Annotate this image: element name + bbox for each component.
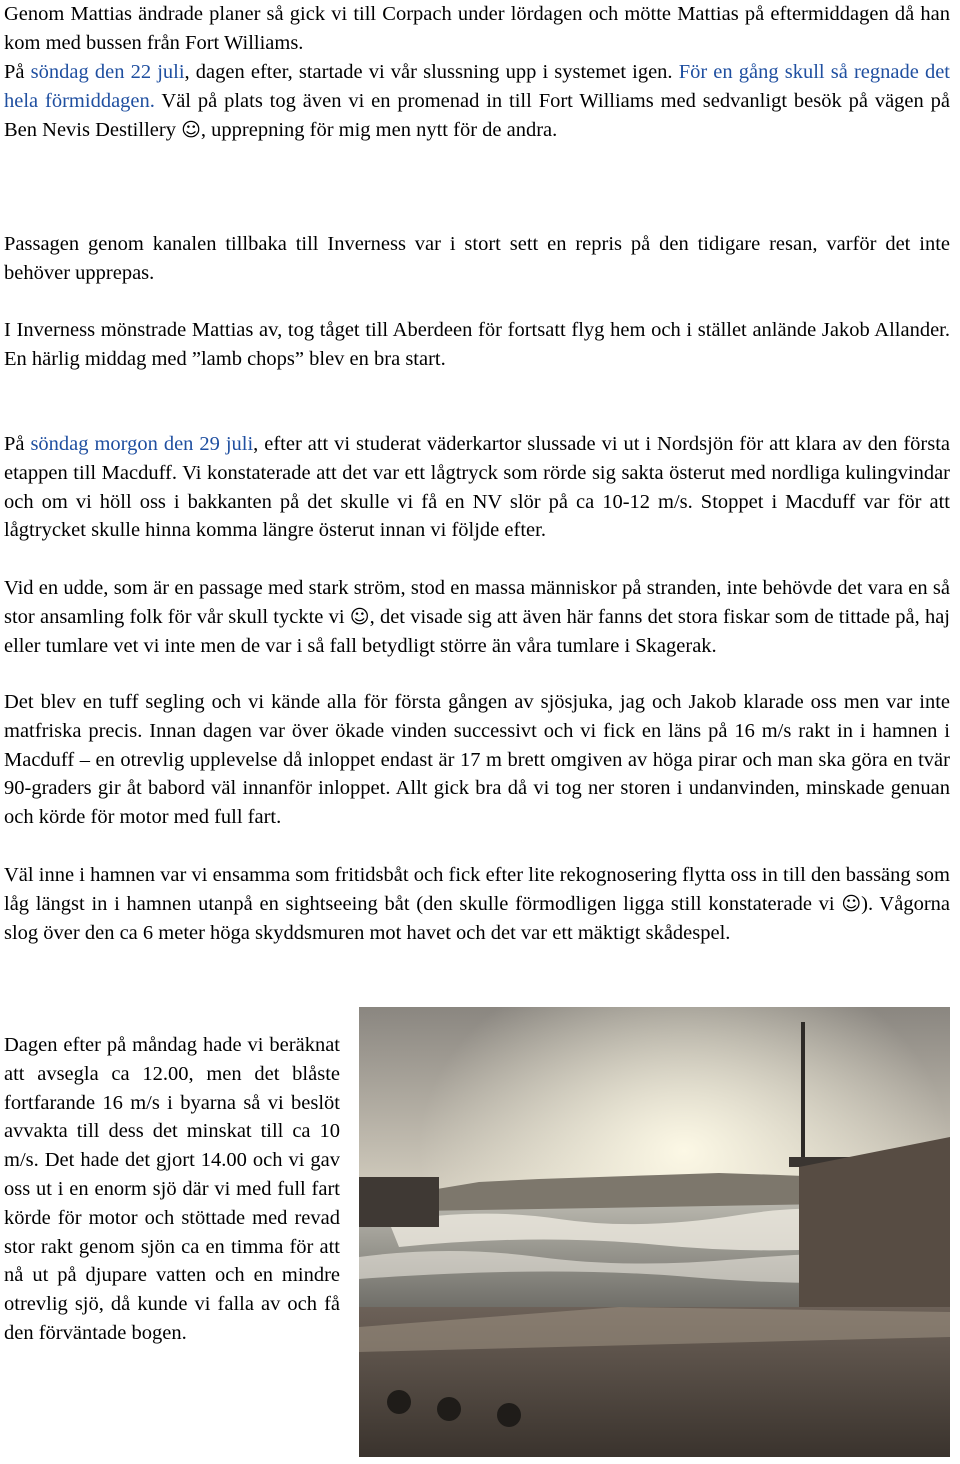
harbour-photo-illustration [359,1007,950,1457]
date-highlight: söndag den 22 juli [30,61,185,83]
paragraph-july-29 [4,430,950,545]
paragraph-text: , det visade sig att även här fanns det stora fiskar som de tittade på, haj eller tumlare vet vi inte men de var i så fall betydligt större än våra tumlare i Skagerak. [4,605,950,657]
paragraph-text: , efter att vi studerat väderkartor slussade vi ut i Nordsjön för att klara av den första etappen till Macduff. [4,433,950,484]
paragraph-july-22 [4,58,950,144]
photo-tyre-fender [437,1397,461,1421]
paragraph-text: Vi konstaterade att det var ett lågtryck som rörde sig sakta österut med nordliga kulingvindar och om vi höll oss i bakkanten på det skulle vi få en NV slör på ca 10-12 m/s. Stoppet i Macduff var för att lågtrycket skulle hinna komma längre österut innan vi följde efter. [4,461,950,542]
paragraph-inverness [4,316,950,374]
paragraph-text: Väl på plats tog även vi en promenad in till Fort Williams med sedvanligt besök på vägen på Ben Nevis Destillery [4,89,950,141]
paragraph-udde [4,574,950,660]
smiley-icon: ☺ [181,118,201,141]
paragraph-text: Genom Mattias ändrade planer så gick vi till Corpach under lördagen och mötte Mattias på eftermiddagen då han kom med bussen från Fort Williams. [4,3,950,54]
paragraph-hamnen [4,861,950,947]
paragraph-text: Passagen genom kanalen tillbaka till Inverness var i stort sett en repris på den tidigare resan, varför det inte behöver upprepas. [4,233,950,284]
harbour-photo [359,1007,950,1457]
smiley-icon: ☺ [349,605,370,628]
smiley-icon: ☺ [841,892,862,915]
paragraph-text: , dagen efter, startade vi vår slussning upp i systemet igen. [184,61,679,83]
paragraph-text: Det blev en tuff segling och vi kände alla för första gången av sjösjuka, jag och Jakob klarade oss men var inte matfriska precis. Innan dagen var över ökade vinden successivt och vi fick en läns på 16 m/s rakt in i hamnen i Macduff – en otrevlig upplevelse då inloppet endast är 17 m brett omgiven av höga pirar och man ska göra en tvär 90-graders gir åt babord väl innanför inloppet. Allt gick bra då vi tog ner storen i undanvinden, minskade genuan och körde för motor med full fart. [4,691,950,829]
blue-sentence: För en gång skull så regnade det hela förmiddagen. [4,61,951,112]
paragraph-text: Väl inne i hamnen var vi ensamma som fritidsbåt och fick efter lite rekognosering flytta oss in till den bassäng som låg längst in i hamnen utanpå en sightseeing båt (den skulle förmodligen ligga still konstaterade vi [4,864,950,915]
date-highlight: söndag morgon den 29 juli [30,433,254,455]
paragraph-text: Vid en udde, som är en passage med stark ström, stod en massa människor på stranden, inte behövde det vara en så stor ansamling folk för vår skull tyckte vi [4,577,950,628]
paragraph-corpach [4,0,950,58]
paragraph-text: I Inverness mönstrade Mattias av, tog tåget till Aberdeen för fortsatt flyg hem och i stället anlände Jakob Allander. En härlig middag med ”lamb chops” blev en bra start. [4,319,950,370]
paragraph-text: , upprepning för mig men nytt för de andra. [200,118,558,141]
paragraph-tuff-segling [4,688,950,832]
photo-tyre-fender [497,1403,521,1427]
photo-left-building [359,1177,439,1227]
paragraph-passage [4,230,950,288]
paragraph-text: Dagen efter på måndag hade vi beräknat att avsegla ca 12.00, men det blåste fortfarande 16 m/s i byarna så vi beslöt avvakta till dess det minskat till ca 10 m/s. Det hade det gjort 14.00 och vi gav oss ut i en enorm sjö där vi med full fart körde för motor och stöttade med revad stor rakt genom sjön ca en timma för att nå ut på djupare vatten och en mindre otrevlig sjö, då kunde vi falla av och få den förväntade bogen. [4,1034,340,1344]
paragraph-prefix: På [4,433,31,455]
paragraph-text: ). Vågorna slog över den ca 6 meter höga skyddsmuren mot havet och det var ett mäktigt skådespel. [4,892,951,944]
side-paragraph-monday [4,1031,340,1348]
paragraph-prefix: På [4,61,31,83]
photo-tyre-fender [387,1390,411,1414]
